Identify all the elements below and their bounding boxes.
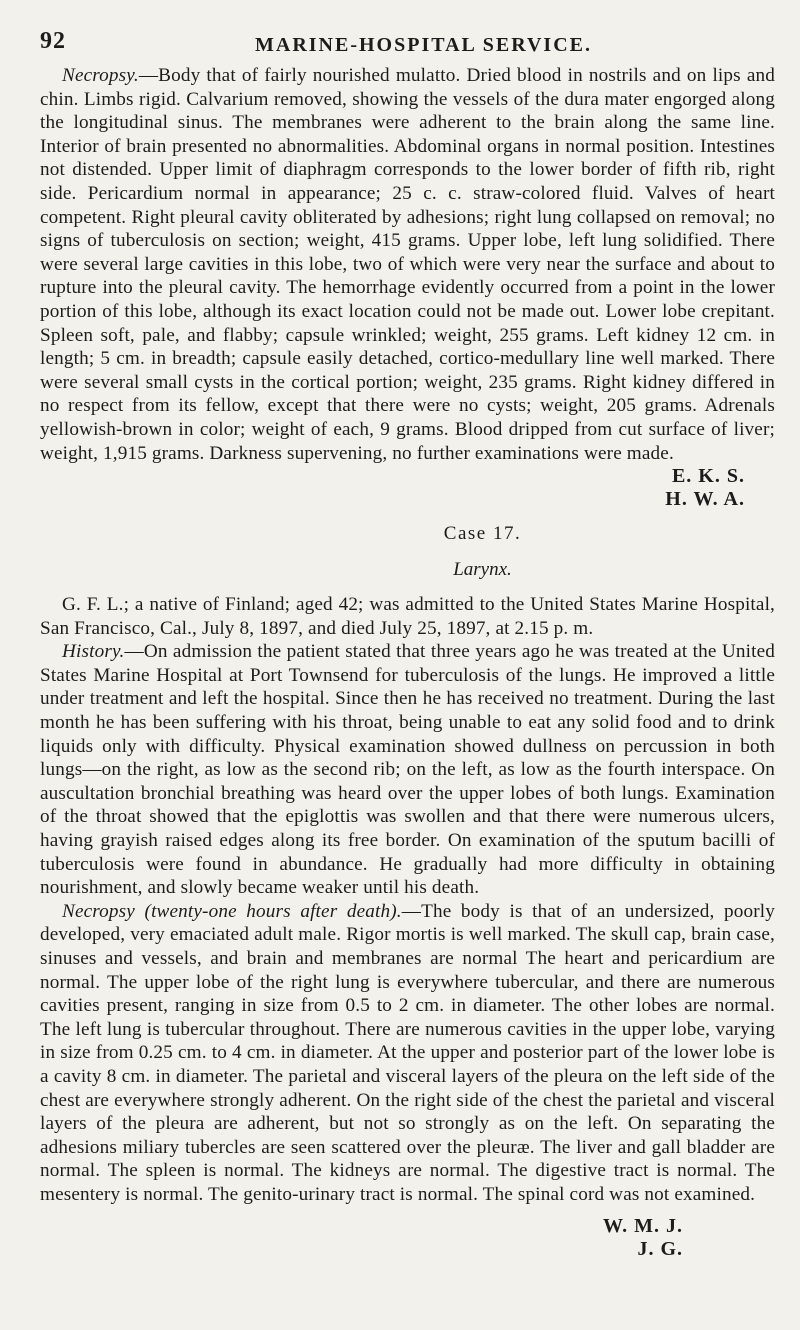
necropsy-label: Necropsy.: [62, 65, 139, 86]
page-header: [40, 28, 775, 64]
signature-initials: W. M. J.: [602, 1214, 683, 1237]
case17-history-paragraph: [40, 640, 775, 900]
necropsy-text: —The body is that of an undersized, poorly developed, very emaciated adult male. Rigor mortis is well marked. The skull cap, brain case, sinuses and vessels, and brain and membranes are normal The heart and pericardium are normal. The upper lobe of the right lung is everywhere tubercular, and there are numerous cavities present, ranging in size from 0.5 to 2 cm. in diameter. The other lobes are normal. The left lung is tubercular throughout. There are numerous cavities in the upper lobe, varying in size from 0.25 cm. to 4 cm. in diameter. At the upper and posterior part of the lower lobe is a cavity 8 cm. in diameter. The parietal and visceral layers of the pleura on the left side of the chest are everywhere strongly adherent. On the right side of the chest the parietal and visceral layers of the pleura are adherent, but not so strongly as on the left. On separating the adhesions miliary tubercles are seen scattered over the pleuræ. The liver and gall bladder are normal. The spleen is normal. The kidneys are normal. The digestive tract is normal. The mesentery is normal. The genito-urinary tract is normal. The spinal cord was not examined.: [40, 900, 775, 1205]
necropsy-parenthetical: (twenty-one hours after death).: [144, 900, 402, 922]
signature-initials: E. K. S.: [671, 465, 745, 488]
case-heading: Case 17.: [443, 523, 522, 545]
page-number: 92: [40, 28, 66, 54]
necropsy-label: Necropsy: [62, 900, 135, 922]
subject-heading: Larynx.: [453, 559, 512, 581]
case17-necropsy-paragraph: [40, 900, 775, 1207]
history-text: —On admission the patient stated that three years ago he was treated at the United States Marine Hospital at Port Townsend for tuberculosis of the lungs. He improved a little under treatment and left the hospital. Since then he has received no treatment. During the last month he has been suffering with his throat, being unable to eat any solid food and to drink liquids only with difficulty. Physical examination showed dullness on percussion in both lungs—on the right, as low as the second rib; on the left, as low as the fourth interspace. On auscultation bronchial breathing was heard over the upper lobes of both lungs. Examination of the throat showed that the epiglottis was swollen and that there were numerous ulcers, having grayish raised edges along its free border. On examination of the sputum bacilli of tuberculosis were found in abundance. He gradually had more difficulty in obtaining nourishment, and slowly became weaker until his death.: [40, 641, 775, 899]
case17-intro-paragraph: G. F. L.; a native of Finland; aged 42; was admitted to the United States Marine Hospital, San Francisco, Cal., July 8, 1897, and died July 25, 1897, at 2.15 p. m.: [40, 594, 775, 639]
signature-initials: J. G.: [637, 1237, 683, 1260]
necropsy-text: —Body that of fairly nourished mulatto. Dried blood in nostrils and on lips and chin. Limbs rigid. Calvarium removed, showing the vessels of the dura mater engorged along the longitudinal sinus. The membranes were adherent to the brain along the same line. Interior of brain presented no abnormalities. Abdominal organs in normal position. Intestines not distended. Upper limit of diaphragm corresponds to the lower border of fifth rib, right side. Pericardium normal in appearance; 25 c. c. straw-colored fluid. Valves of heart competent. Right pleural cavity obliterated by adhesions; right lung collapsed on removal; no signs of tuberculosis on section; weight, 415 grams. Upper lobe, left lung solidified. There were several large cavities in this lobe, two of which were very near the surface and about to rupture into the pleural cavity. The hemorrhage evidently occurred from a point in the lower portion of this lobe, although its exact location could not be made out. Lower lobe crepitant. Spleen soft, pale, and flabby; capsule wrinkled; weight, 255 grams. Left kidney 12 cm. in length; 5 cm. in breadth; capsule easily detached, cortico-medullary line well marked. There were several small cysts in the cortical portion; weight, 235 grams. Right kidney differed in no respect from its fellow, except that there were no cysts; weight, 205 grams. Adrenals yellowish-brown in color; weight of each, 9 grams. Blood dripped from cut surface of liver; weight, 1,915 grams. Darkness supervening, no further examinations were made.: [40, 65, 775, 464]
signature-initials: H. W. A.: [665, 488, 745, 511]
case16-necropsy-paragraph: [40, 64, 775, 465]
case16-signatures: [40, 465, 745, 511]
case17-signatures: [40, 1215, 683, 1261]
document-page: [40, 28, 775, 1261]
running-head: MARINE-HOSPITAL SERVICE.: [255, 34, 592, 56]
history-label: History.: [62, 641, 125, 663]
